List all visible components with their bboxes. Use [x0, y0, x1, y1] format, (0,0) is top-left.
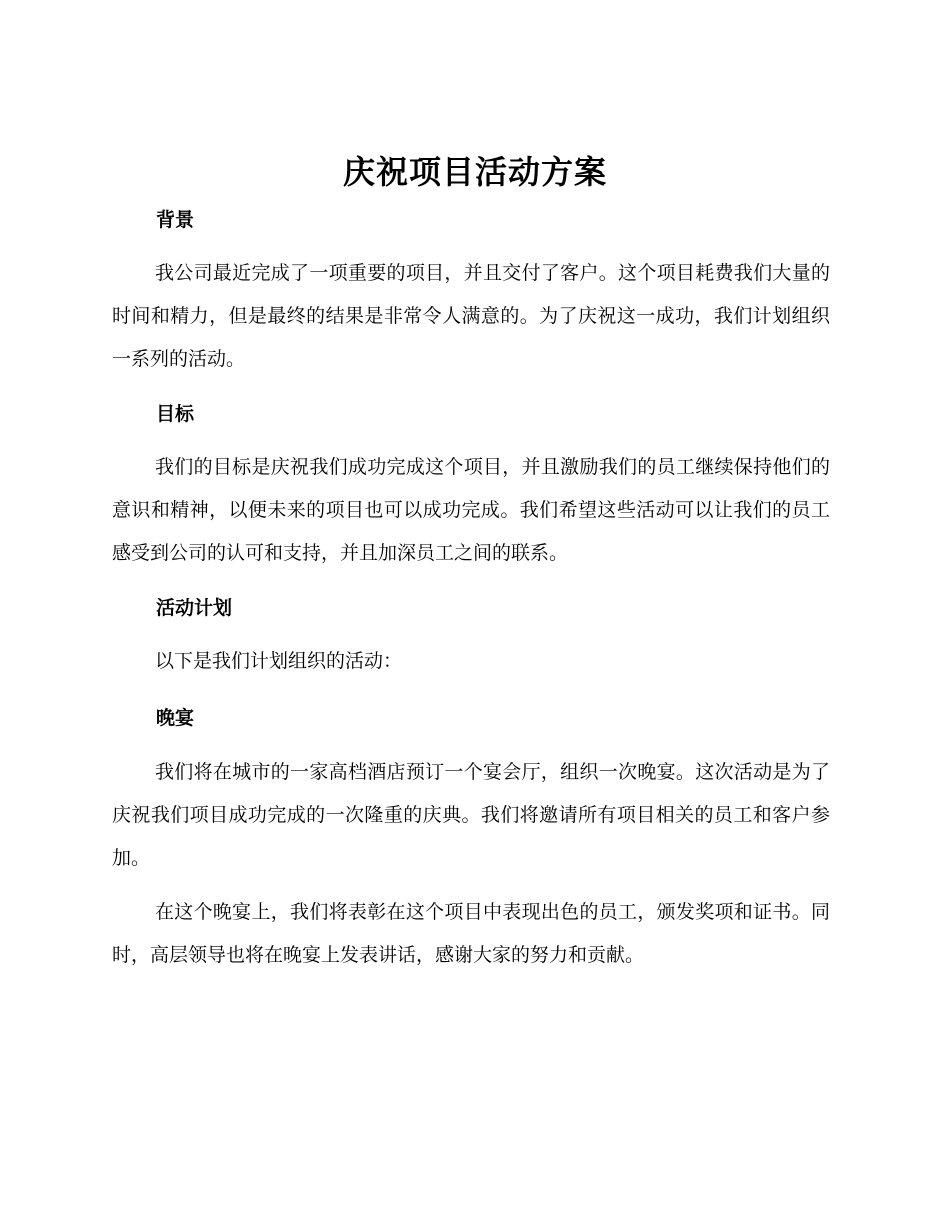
paragraph-dinner-2: 在这个晚宴上，我们将表彰在这个项目中表现出色的员工，颁发奖项和证书。同时，高层领导也将在晚宴上发表讲话，感谢大家的努力和贡献。: [112, 901, 830, 966]
paragraph-goal: 我们的目标是庆祝我们成功完成这个项目，并且激励我们的员工继续保持他们的意识和精神，以便未来的项目也可以成功完成。我们希望这些活动可以让我们的员工感受到公司的认可和支持，并且加深员工之间的联系。: [112, 456, 830, 564]
paragraph-dinner-1: 我们将在城市的一家高档酒店预订一个宴会厅，组织一次晚宴。这次活动是为了庆祝我们项目成功完成的一次隆重的庆典。我们将邀请所有项目相关的员工和客户参加。: [112, 761, 830, 869]
document-title: 庆祝项目活动方案: [342, 153, 607, 191]
section-heading-dinner: 晚宴: [156, 707, 195, 729]
section-heading-background: 背景: [156, 209, 195, 231]
paragraph-plan: 以下是我们计划组织的活动：: [155, 650, 403, 672]
section-heading-plan: 活动计划: [156, 597, 233, 619]
section-heading-goal: 目标: [156, 403, 195, 425]
paragraph-background: 我公司最近完成了一项重要的项目，并且交付了客户。这个项目耗费我们大量的时间和精力，但是最终的结果是非常令人满意的。为了庆祝这一成功，我们计划组织一系列的活动。: [112, 262, 830, 370]
